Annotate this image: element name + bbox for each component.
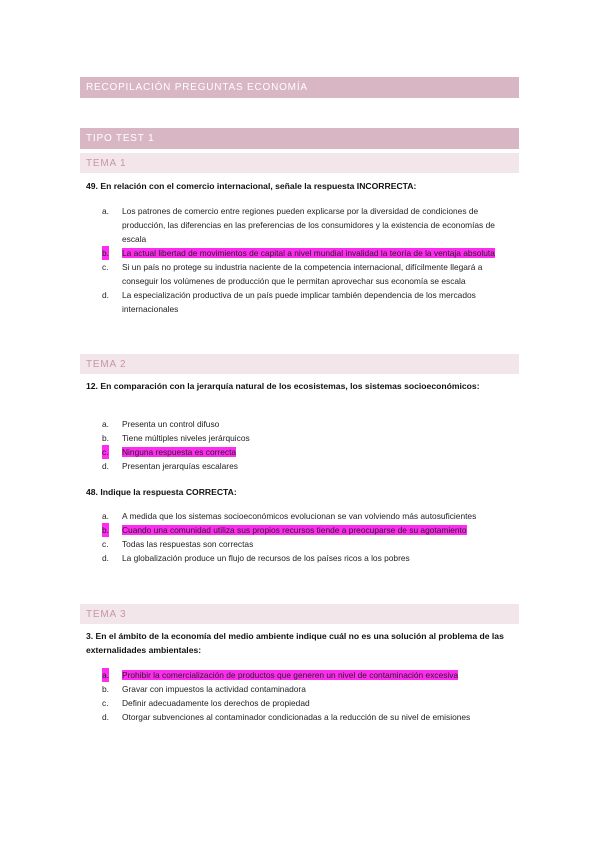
option-text: [122, 445, 514, 459]
tema-label: TEMA 2: [86, 358, 127, 370]
tema-label: TEMA 1: [86, 157, 127, 169]
option-item-highlighted: [86, 668, 516, 682]
option-letter: d.: [102, 712, 109, 722]
tema-header: [80, 604, 519, 624]
question-text: 49. En relación con el comercio internacional, señale la respuesta INCORRECTA:: [86, 181, 417, 191]
option-list: [86, 668, 516, 724]
option-list: [86, 204, 516, 316]
section-header: [80, 128, 519, 149]
option-item: [86, 459, 516, 473]
option-item: [86, 696, 516, 710]
option-letter: c.: [102, 539, 109, 549]
option-item-highlighted: [86, 523, 516, 537]
option-text: Gravar con impuestos la actividad contaminadora: [122, 684, 306, 694]
option-item: [86, 551, 516, 565]
option-letter: a.: [102, 206, 109, 216]
option-text: Presentan jerarquías escalares: [122, 461, 238, 471]
option-letter: c.: [102, 698, 109, 708]
option-text: Si un país no protege su industria naciente de la competencia internacional, difícilmente llegará a conseguir los volúmenes de producción que le permitan aprovechar sus economía se escala: [122, 262, 483, 286]
option-text: [122, 246, 514, 260]
tema-label: TEMA 3: [86, 608, 127, 620]
option-letter: c.: [102, 447, 109, 457]
option-letter: d.: [102, 461, 109, 471]
option-item: [86, 288, 516, 316]
option-item: [86, 710, 516, 724]
option-letter: a.: [102, 511, 109, 521]
option-item: [86, 509, 516, 523]
option-text: [122, 668, 514, 682]
option-item: [86, 537, 516, 551]
option-letter: d.: [102, 290, 109, 300]
option-text: Tiene múltiples niveles jerárquicos: [122, 433, 250, 443]
option-list: [86, 509, 516, 565]
question-text: 12. En comparación con la jerarquía natural de los ecosistemas, los sistemas socioeconómicos:: [86, 381, 480, 391]
option-text: A medida que los sistemas socioeconómicos evolucionan se van volviendo más autosuficientes: [122, 511, 477, 521]
answer-highlight: Ninguna respuesta es correcta: [122, 447, 237, 457]
answer-highlight: Cuando una comunidad utiliza sus propios recursos tiende a preocuparse de su agotamiento: [122, 525, 467, 535]
option-text: Otorgar subvenciones al contaminador condicionadas a la reducción de su nivel de emisiones: [122, 712, 471, 722]
option-item: [86, 431, 516, 445]
section-header-text: TIPO TEST 1: [86, 133, 155, 144]
option-letter: b.: [102, 248, 109, 258]
option-list: [86, 417, 516, 473]
option-text: Los patrones de comercio entre regiones pueden explicarse por la diversidad de condiciones de producción, las diferencias en las preferencias de los consumidores y la existencia de economías de escala: [122, 206, 495, 244]
option-letter: c.: [102, 262, 109, 272]
option-text: [122, 523, 514, 537]
option-text: La especialización productiva de un país puede implicar también dependencia de los mercados internacionales: [122, 290, 476, 314]
option-item: [86, 260, 516, 288]
question-text: 3. En el ámbito de la economía del medio ambiente indique cuál no es una solución al problema de las externalidades ambientales:: [86, 631, 504, 655]
option-text: Presenta un control difuso: [122, 419, 220, 429]
option-text: La globalización produce un flujo de recursos de los países ricos a los pobres: [122, 553, 410, 563]
option-letter: a.: [102, 670, 109, 680]
option-item: [86, 682, 516, 696]
question-text: 48. Indique la respuesta CORRECTA:: [86, 487, 237, 497]
option-text: Todas las respuestas son correctas: [122, 539, 254, 549]
option-item-highlighted: [86, 445, 516, 459]
document-title: [80, 77, 519, 98]
answer-highlight: La actual libertad de movimientos de capital a nivel mundial invalidad la teoría de la ventaja absoluta: [122, 248, 495, 258]
option-text: Definir adecuadamente los derechos de propiedad: [122, 698, 310, 708]
option-letter: b.: [102, 525, 109, 535]
option-item: [86, 417, 516, 431]
option-letter: a.: [102, 419, 109, 429]
document-title-text: RECOPILACIÓN PREGUNTAS ECONOMÍA: [86, 82, 308, 93]
option-letter: b.: [102, 433, 109, 443]
option-letter: d.: [102, 553, 109, 563]
tema-header: [80, 354, 519, 374]
option-item: [86, 204, 516, 246]
answer-highlight: Prohibir la comercialización de productos que generen un nivel de contaminación excesiva: [122, 670, 459, 680]
tema-header: [80, 153, 519, 173]
option-letter: b.: [102, 684, 109, 694]
option-item-highlighted: [86, 246, 516, 260]
